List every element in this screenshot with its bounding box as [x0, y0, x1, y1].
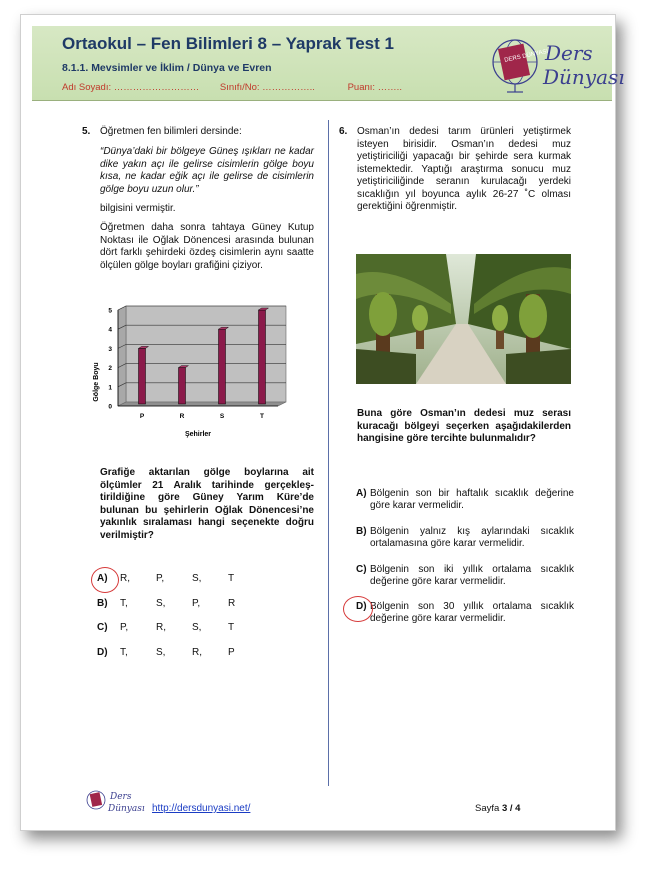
logo-book-text: DERS DÜNYASI [503, 48, 549, 64]
choice-text: Bölgenin yalnız kış aylarındaki sıcaklık ortalamasına göre karar vermelidir. [370, 526, 574, 549]
logo-text-top: Ders [545, 41, 593, 65]
option-city: S, [156, 598, 166, 609]
website-link[interactable]: http://dersdunyasi.net/ [152, 803, 251, 814]
q6-choice-b[interactable] [356, 526, 574, 552]
column-divider [328, 120, 329, 786]
option-city: P, [192, 598, 201, 609]
q6-text: Osman’ın dedesi tarım ürünleri yetiştirmek isteyen birisidir. Osman’ın dedesi muz yetiştiriciliği yapacağı bir şehirde sera kurmak istemektedir. Yaptığı araştırma sonucu muz yetiştiriciliğinde seranın kurulacağı yerdeki sıcaklığın yıl boyunca aylık 26-27 ˚C olması gerektiğini öğrenmiştir. [357, 126, 571, 212]
test-subtitle: 8.1.1. Mevsimler ve İklim / Dünya ve Evren [62, 62, 272, 74]
chart-x-tick-label: P [139, 413, 145, 420]
choice-letter: C) [356, 564, 367, 575]
chart-y-tick-label: 4 [108, 326, 112, 334]
option-city: S, [192, 622, 202, 633]
test-title: Ortaokul – Fen Bilimleri 8 – Yaprak Test 1 [62, 34, 394, 53]
option-city: T, [120, 647, 128, 658]
choice-text: Bölgenin son iki yıllık ortalama sıcaklık değerine göre karar vermelidir. [370, 564, 574, 587]
q5-intro: Öğretmen fen bilimleri dersinde: [100, 126, 242, 137]
q6-choice-a[interactable] [356, 488, 574, 514]
ders-dunyasi-logo [485, 30, 625, 96]
chart-x-label: Şehirler [184, 431, 212, 438]
option-city: T [228, 573, 235, 584]
choice-letter: A) [356, 488, 367, 499]
option-city: S, [156, 647, 166, 658]
option-city: P, [120, 622, 129, 633]
class-field[interactable]: Sınıfı/No: …………….. [219, 82, 315, 93]
option-letter: A) [97, 573, 108, 584]
answer-circle-q6 [343, 596, 373, 622]
q5-option-a[interactable] [97, 573, 257, 587]
chart-y-tick-label: 2 [108, 365, 112, 373]
q5-option-b[interactable] [97, 598, 257, 612]
option-city: R, [120, 573, 130, 584]
option-city: R [228, 598, 236, 609]
footer-logo-bottom: Dünyası [108, 804, 145, 814]
choice-text: Bölgenin son 30 yıllık ortalama sıcaklık değerine göre karar vermelidir. [370, 601, 574, 624]
q6-choice-c[interactable] [356, 564, 574, 590]
q6-question: Buna göre Osman’ın dedesi muz serası kuracağı bölgeyi seçerken aşağıdakilerden hangisine göre tercihte bulunmalıdır? [357, 408, 571, 444]
chart-y-tick-label: 3 [108, 345, 112, 353]
choice-text: Bölgenin son bir haftalık sıcaklık değerine göre karar vermelidir. [370, 488, 574, 511]
option-letter: C) [97, 622, 108, 633]
q6-choice-d[interactable] [356, 601, 574, 627]
test-header [32, 26, 625, 101]
option-city: P [228, 647, 235, 658]
page-number: Sayfa 3 / 4 [475, 803, 521, 814]
chart-y-tick-label: 0 [108, 403, 112, 411]
option-letter: B) [97, 598, 108, 609]
option-city: R, [192, 647, 202, 658]
q5-option-c[interactable] [97, 622, 257, 636]
option-city: P, [156, 573, 165, 584]
student-fields [62, 82, 462, 93]
option-city: T, [120, 598, 128, 609]
chart-bar-s [219, 329, 226, 404]
chart-bar-p [139, 348, 146, 404]
score-field[interactable]: Puanı: …….. [347, 82, 402, 93]
footer-logo-top: Ders [110, 792, 132, 802]
chart-y-tick-label: 1 [108, 384, 112, 392]
chart-x-tick-label: R [179, 413, 185, 420]
option-city: S, [192, 573, 202, 584]
q6-number: 6. [339, 126, 348, 137]
choice-letter: D) [356, 601, 367, 612]
option-city: T [228, 622, 235, 633]
chart-bar-r [179, 368, 186, 404]
chart-x-tick-label: S [219, 413, 225, 420]
name-field[interactable]: Adı Soyadı: ……………………… [62, 82, 200, 93]
q5-number: 5. [82, 126, 91, 137]
chart-x-tick-label: T [260, 413, 264, 420]
q5-question: Grafiğe aktarılan gölge boylarına ait ölçümler 21 Aralık tarihinde gerçekleştirildiğine göre Güney Yarım Küre’de bulunan bu şehirlerin Oğlak Dönencesi’ne yakınlık sıralaması hangi seçenekte doğru verilmiştir? [100, 467, 314, 541]
q5-text: Öğretmen daha sonra tahtaya Güney Kutup Noktası ile Oğlak Dönencesi arasında bulunan dört farklı şehirdeki özdeş cisimlerin aynı saatte ölçülen gölge boyları grafiğini çiziyor. [100, 222, 314, 271]
option-letter: D) [97, 647, 108, 658]
shadow-length-chart [76, 296, 296, 442]
choice-letter: B) [356, 526, 367, 537]
q5-info: bilgisini vermiştir. [100, 203, 176, 214]
answer-circle-q5 [91, 567, 119, 593]
q5-option-d[interactable] [97, 647, 257, 661]
logo-text-bottom: Dünyası [543, 65, 625, 89]
chart-side-wall [118, 306, 126, 406]
footer-logo [84, 786, 148, 816]
chart-y-tick-label: 5 [108, 307, 112, 315]
banana-greenhouse-photo [356, 254, 571, 384]
footer-globe-icon [87, 791, 105, 809]
q5-quote: “Dünya’daki bir bölgeye Güneş ışıkları ne kadar dike yakın açı ile gelirse cisimlerin gölge boyu kısa, ne kadar eğik açı ile gelirse de cisimlerin gölge boyu uzun olur.” [100, 146, 314, 195]
chart-bar-t [259, 310, 266, 404]
globe-book-icon [493, 40, 549, 92]
option-city: R, [156, 622, 166, 633]
chart-y-label: Gölge Boyu [93, 362, 100, 402]
